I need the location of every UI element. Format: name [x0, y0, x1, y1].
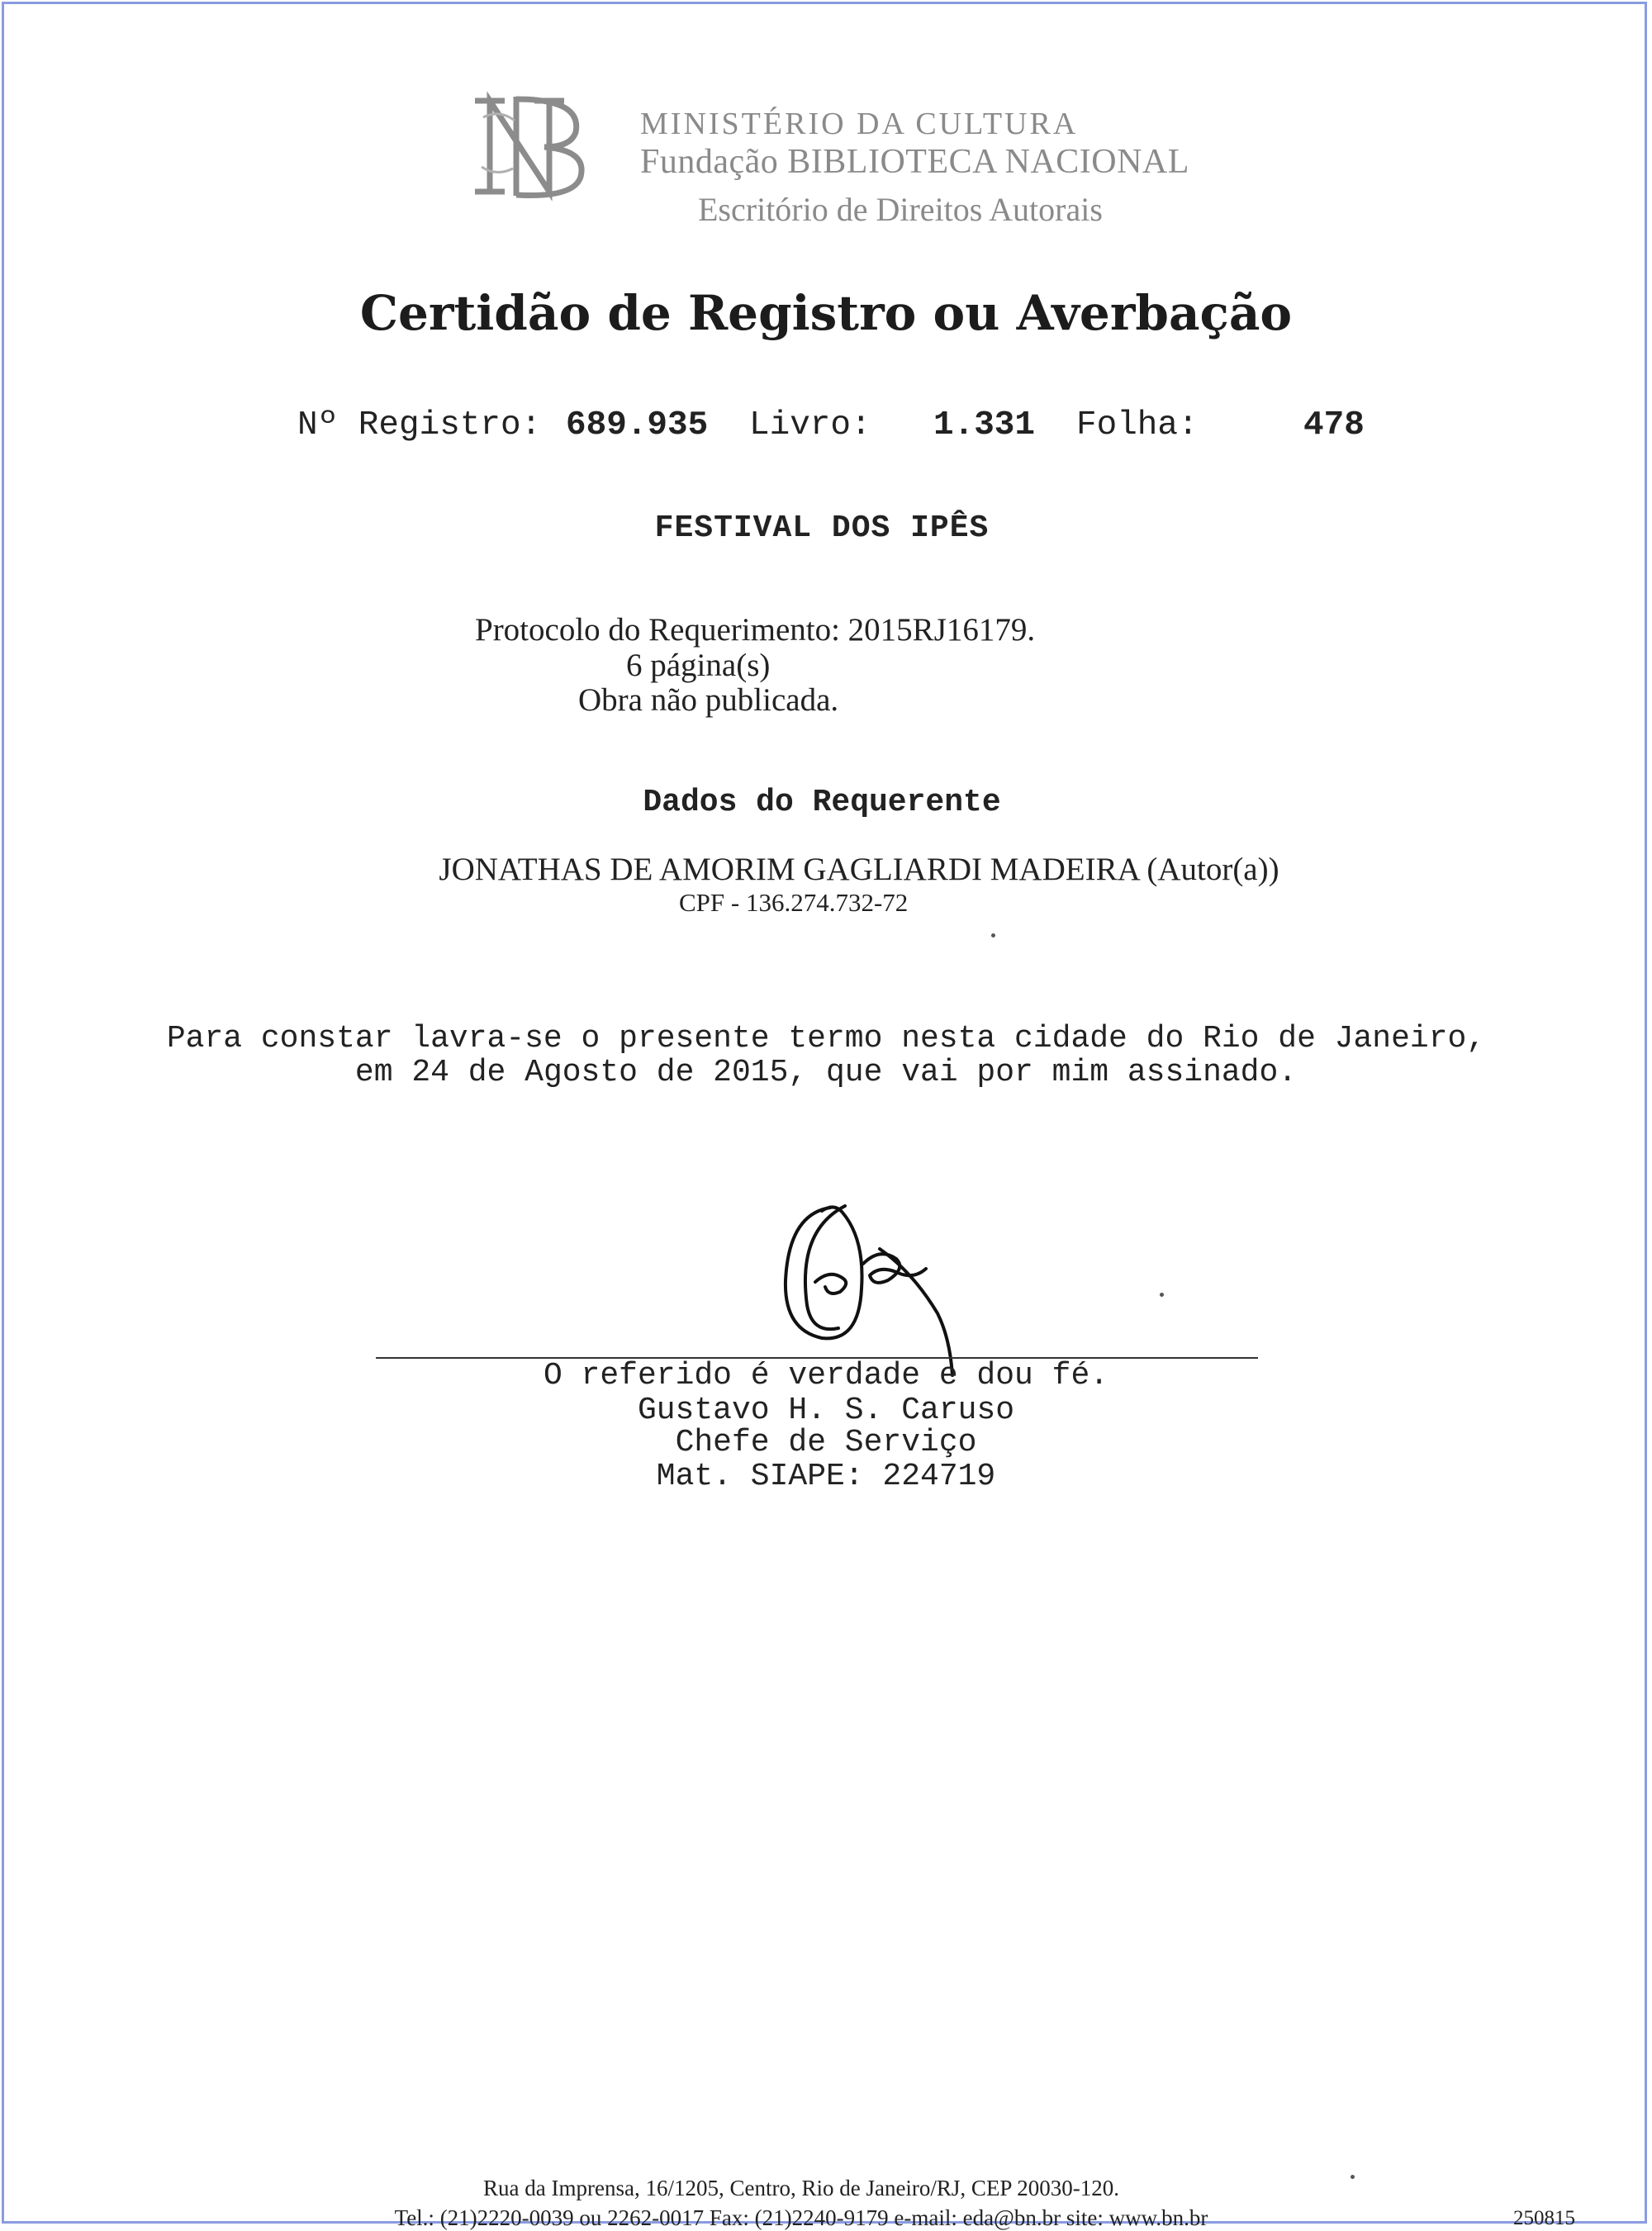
office-heading: Escritório de Direitos Autorais — [698, 191, 1103, 228]
page-title: Certidão de Registro ou Averbação — [359, 285, 1293, 341]
page-label: Folha: — [1076, 406, 1199, 444]
footer-address: Rua da Imprensa, 16/1205, Centro, Rio de Janeiro/RJ, CEP 20030-120. — [483, 2176, 1119, 2200]
scan-speck — [1351, 2175, 1355, 2179]
attestation-text: O referido é verdade e dou fé. — [543, 1358, 1109, 1393]
signatory-role: Chefe de Serviço — [675, 1425, 977, 1460]
scan-speck — [1160, 1293, 1164, 1297]
book-label: Livro: — [749, 406, 871, 444]
footer-contact: Tel.: (21)2220-0039 ou 2262-0017 Fax: (21)2240-9179 e-mail: eda@bn.br site: www.bn.br — [394, 2205, 1208, 2230]
page-count: 6 página(s) — [626, 648, 771, 683]
registration-label: Nº Registro: — [297, 406, 542, 444]
work-title: FESTIVAL DOS IPÊS — [654, 510, 990, 546]
applicant-name: JONATHAS DE AMORIM GAGLIARDI MADEIRA (Autor(a)) — [439, 852, 1279, 887]
ministry-heading: MINISTÉRIO DA CULTURA — [640, 107, 1079, 141]
page-number: 478 — [1303, 406, 1365, 444]
bn-logo-icon — [467, 84, 599, 208]
scan-speck — [991, 933, 995, 937]
applicant-heading: Dados do Requerente — [643, 785, 1001, 820]
signatory-name: Gustavo H. S. Caruso — [637, 1393, 1015, 1428]
statement-line-2: em 24 de Agosto de 2015, que vai por mim assinado. — [354, 1055, 1298, 1090]
statement-line-1: Para constar lavra-se o presente termo nesta cidade do Rio de Janeiro, — [166, 1021, 1486, 1056]
book-number: 1.331 — [933, 406, 1036, 444]
document-code: 250815 — [1513, 2207, 1575, 2229]
handwritten-signature — [764, 1189, 1012, 1379]
registration-number: 689.935 — [566, 406, 709, 444]
applicant-cpf: CPF - 136.274.732-72 — [679, 888, 909, 917]
protocol-number: Protocolo do Requerimento: 2015RJ16179. — [475, 612, 1036, 648]
foundation-heading: Fundação BIBLIOTECA NACIONAL — [640, 143, 1189, 181]
signatory-registration: Mat. SIAPE: 224719 — [656, 1459, 996, 1494]
publication-status: Obra não publicada. — [578, 682, 839, 718]
